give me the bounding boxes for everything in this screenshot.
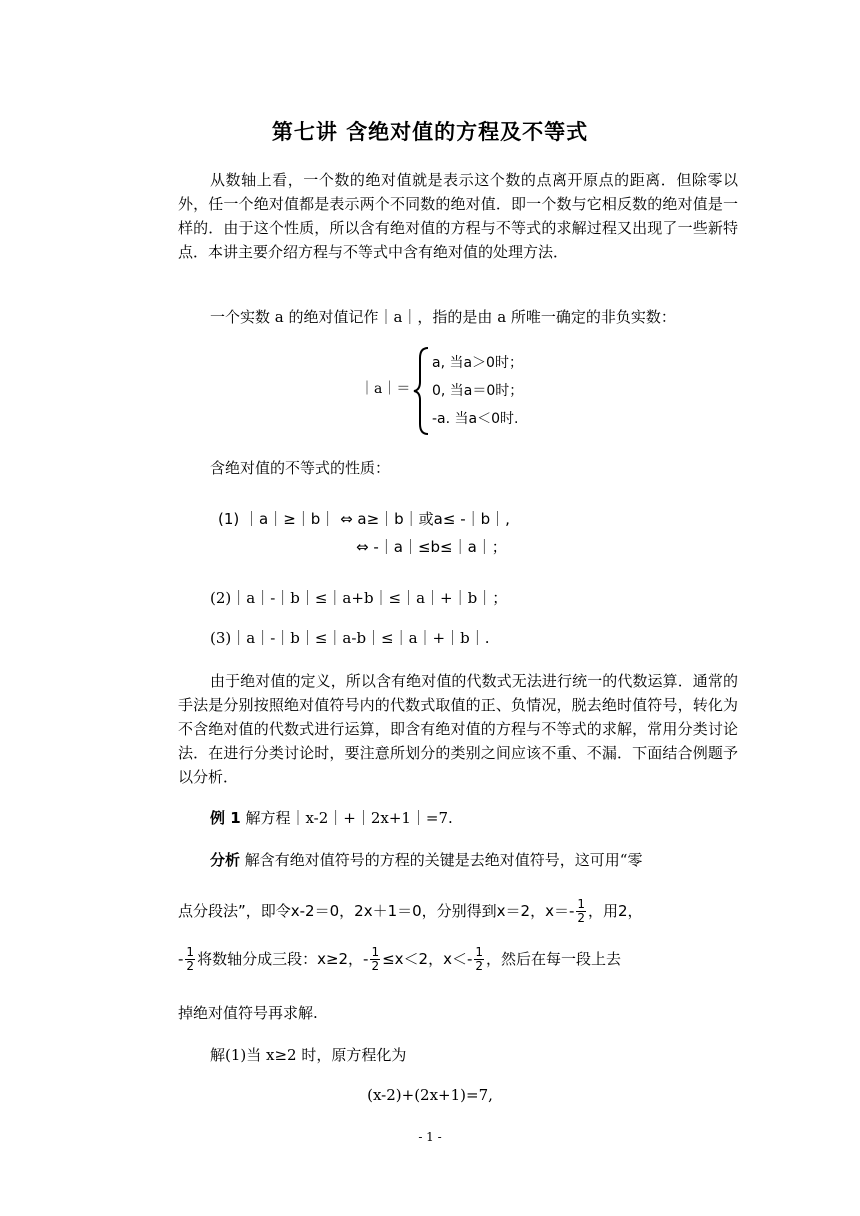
analysis-text: 解含有绝对值符号的方程的关键是去绝对值符号，这可用“零 (240, 851, 643, 869)
solution-equation: (x-2)+(2x+1)=7, (367, 1086, 493, 1104)
property-3: (3)｜a｜-｜b｜≤｜a-b｜≤｜a｜+｜b｜. (210, 629, 490, 647)
page-number: - 1 - (418, 1130, 442, 1144)
piecewise-case-zero: 0, 当a＝0时； (432, 383, 524, 399)
fraction: $\frac{1}{2}$ (577, 897, 586, 925)
analysis-label: 分析 (210, 851, 241, 869)
analysis-line-2: 点分段法”，即令x-2＝0，2x＋1＝0，分别得到x＝2，x＝- $\frac{1}{2}$ ，用2， (178, 897, 643, 925)
solution-text: 解(1)当 x≥2 时，原方程化为 (210, 1046, 407, 1064)
fraction: $\frac{1}{2}$ (371, 945, 380, 973)
analysis-line-4: 掉绝对值符号再求解. (178, 1004, 318, 1022)
property-2: (2)｜a｜-｜b｜≤｜a+b｜≤｜a｜+｜b｜； (210, 589, 508, 607)
fraction: $\frac{1}{2}$ (475, 945, 484, 973)
example-label: 例 1 (210, 809, 241, 827)
example-1 (178, 806, 770, 830)
piecewise-lhs: ｜a｜＝ (360, 381, 411, 397)
example-text: 解方程｜x-2｜+｜2x+1｜=7. (240, 809, 453, 827)
property-heading: 含绝对值的不等式的性质： (210, 459, 391, 477)
analysis-line-1 (178, 848, 770, 872)
intro-paragraph: 从数轴上看，一个数的绝对值就是表示这个数的点离开原点的距离．但除零以外，任一个绝对值都是表示两个不同数的绝对值．即一个数与它相反数的绝对值是一样的．由于这个性质，所以含有绝对值的方程与不等式的求解过程又出现了一些新特点．本讲主要介绍方程与不等式中含有绝对值的处理方法． (178, 171, 738, 261)
piecewise-case-negative: -a. 当a＜0时. (432, 411, 519, 427)
definition-text: 一个实数 a 的绝对值记作｜a｜，指的是由 a 所唯一确定的非负实数： (210, 308, 676, 326)
piecewise-definition (360, 346, 600, 436)
page-title: 第七讲 含绝对值的方程及不等式 (271, 120, 589, 144)
property-1-line-1: (1) ｜a｜≥｜b｜ ⇔ a≥｜b｜或a≤ -｜b｜, (218, 510, 510, 528)
method-paragraph: 由于绝对值的定义，所以含有绝对值的代数式无法进行统一的代数运算．通常的手法是分别按照绝对值符号内的代数式取值的正、负情况，脱去绝时值符号，转化为不含绝对值的代数式进行运算，即含有绝对值的方程与不等式的求解，常用分类讨论法．在进行分类讨论时，要注意所划分的类别之间应该不重、不漏．下面结合例题予以分析． (178, 672, 738, 786)
property-1-line-2: ⇔ -｜a｜≤b≤｜a｜； (356, 538, 507, 556)
fraction: $\frac{1}{2}$ (186, 945, 195, 973)
piecewise-case-positive: a, 当a＞0时； (432, 355, 523, 371)
analysis-line-3: - $\frac{1}{2}$ 将数轴分成三段：x≥2，- $\frac{1}{2}$ ≤x＜2，x＜- $\frac{1}{2}$ ，然后在每一段上去 (178, 945, 622, 973)
brace-icon (412, 346, 432, 436)
